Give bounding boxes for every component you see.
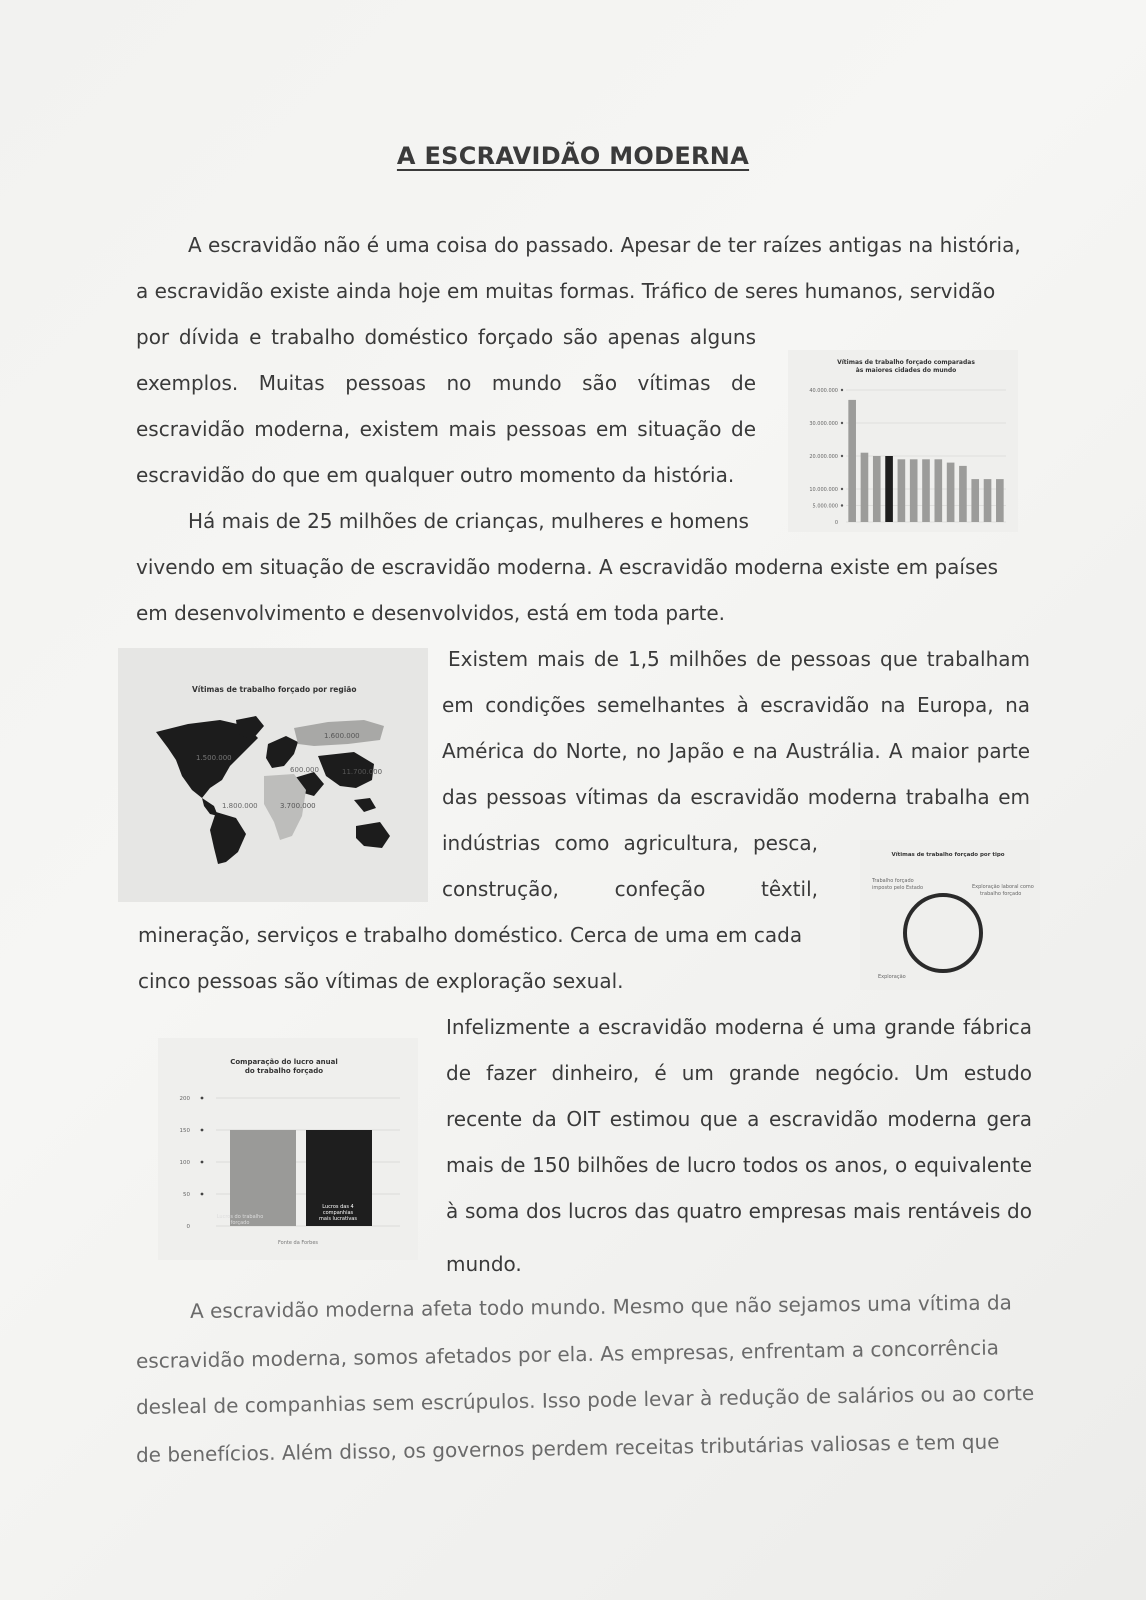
chart-bar — [898, 459, 906, 522]
map-label: 1.800.000 — [222, 802, 258, 810]
bar-label: Lucros do trabalho — [216, 1214, 264, 1220]
text-line: mais de 150 bilhões de lucro todos os anos, o equivalente — [446, 1153, 1032, 1177]
cities-comparison-chart — [788, 350, 1018, 532]
text-line: A escravidão moderna afeta todo mundo. Mesmo que não sejamos uma vítima da — [189, 1290, 1012, 1323]
text-line: a escravidão existe ainda hoje em muitas formas. Tráfico de seres humanos, servidão — [136, 279, 996, 303]
chart-bar — [230, 1130, 296, 1226]
chart-bar — [959, 466, 967, 522]
chart-bar — [910, 459, 918, 522]
tick-dot — [841, 389, 843, 391]
tick-dot — [201, 1161, 204, 1164]
chart-bar — [848, 400, 856, 522]
bar-label: companhias — [322, 1210, 354, 1216]
chart-label: Trabalho forçado — [872, 878, 914, 884]
y-tick-label: 20.000.000 — [809, 454, 838, 460]
x-axis-label: Fonte da Forbes — [277, 1240, 319, 1246]
text-line: cinco pessoas são vítimas de exploração sexual. — [138, 969, 624, 993]
text-line: recente da OIT estimou que a escravidão moderna gera — [446, 1107, 1032, 1131]
tick-dot — [201, 1193, 204, 1196]
tick-dot — [201, 1097, 204, 1100]
text-line: à soma dos lucros das quatro empresas mais rentáveis do — [446, 1199, 1032, 1223]
tick-dot — [841, 455, 843, 457]
bar-label: Lucros das 4 — [322, 1204, 354, 1210]
chart-title: Comparação do lucro anual — [230, 1058, 338, 1066]
chart-label: imposto pelo Estado — [872, 885, 924, 891]
map-label: 1.500.000 — [196, 754, 232, 762]
y-tick-label: 50 — [183, 1192, 190, 1198]
y-tick-label: 0 — [834, 520, 838, 526]
text-line: A escravidão não é uma coisa do passado. Apesar de ter raízes antigas na história, — [188, 233, 1021, 257]
text-line: Infelizmente a escravidão moderna é uma grande fábrica — [446, 1015, 1032, 1039]
profit-comparison-chart — [158, 1038, 418, 1260]
chart-bar — [922, 459, 930, 522]
chart-background — [860, 840, 1040, 990]
y-tick-label: 40.000.000 — [809, 388, 838, 394]
text-line: de benefícios. Além disso, os governos perdem receitas tributárias valiosas e tem que — [135, 1429, 1000, 1467]
text-line: indústrias como agricultura, pesca, — [442, 831, 818, 855]
y-tick-label: 5.000.000 — [812, 503, 838, 510]
text-line: mineração, serviços e trabalho doméstico. Cerca de uma em cada — [138, 923, 803, 947]
chart-bar — [934, 459, 942, 522]
y-tick-label: 200 — [179, 1096, 190, 1102]
text-line: de fazer dinheiro, é um grande negócio. Um estudo — [446, 1061, 1032, 1085]
chart-bar — [947, 463, 955, 522]
text-line: em desenvolvimento e desenvolvidos, está em toda parte. — [136, 601, 726, 625]
chart-bar — [971, 479, 979, 522]
map-label: 11.700.000 — [342, 768, 383, 776]
chart-bar — [984, 479, 992, 522]
map-label: 600.000 — [290, 766, 319, 774]
y-tick-label: 100 — [179, 1160, 190, 1166]
tick-dot — [841, 422, 843, 424]
chart-bar — [873, 456, 881, 522]
text-line: vivendo em situação de escravidão moderna. A escravidão moderna existe em países — [136, 555, 999, 579]
text-line: Há mais de 25 milhões de crianças, mulheres e homens — [188, 509, 749, 533]
document-title: A ESCRAVIDÃO MODERNA — [396, 142, 750, 170]
chart-title: às maiores cidades do mundo — [855, 367, 957, 374]
map-label: 3.700.000 — [280, 802, 316, 810]
text-line: escravidão do que em qualquer outro momento da história. — [136, 463, 735, 487]
text-line: América do Norte, no Japão e na Austrália. A maior parte — [442, 739, 1030, 763]
text-line: mundo. — [446, 1252, 522, 1276]
text-line: escravidão moderna, somos afetados por ela. As empresas, enfrentam a concorrência — [135, 1335, 1000, 1373]
chart-label: trabalho forçado — [980, 891, 1022, 897]
chart-label: Exploração — [878, 974, 906, 980]
tick-dot — [841, 504, 843, 506]
text-line: desleal de companhias sem escrúpulos. Isso pode levar à redução de salários ou ao corte — [135, 1380, 1035, 1419]
tick-dot — [201, 1129, 204, 1132]
chart-title: Vítimas de trabalho forçado comparadas — [837, 359, 975, 366]
text-line: por dívida e trabalho doméstico forçado são apenas alguns — [136, 325, 756, 349]
bar-label: mais lucrativas — [319, 1216, 357, 1222]
text-line: em condições semelhantes à escravidão na Europa, na — [442, 693, 1030, 717]
text-line: escravidão moderna, existem mais pessoas em situação de — [136, 417, 756, 441]
bar-label: forçado — [230, 1220, 250, 1226]
text-line: das pessoas vítimas da escravidão moderna trabalha em — [442, 785, 1030, 809]
text-line: construção, confeção têxtil, — [442, 877, 818, 901]
type-donut-figure — [860, 840, 1040, 990]
chart-title: Vítimas de trabalho forçado por tipo — [891, 852, 1005, 858]
map-label: 1.600.000 — [324, 732, 360, 740]
chart-bar — [996, 479, 1004, 522]
chart-label: Exploração laboral como — [972, 884, 1034, 890]
chart-bar — [885, 456, 893, 522]
y-tick-label: 150 — [179, 1128, 190, 1134]
region-map-figure — [118, 648, 428, 902]
y-tick-label: 0 — [186, 1224, 190, 1230]
chart-bar — [861, 453, 869, 522]
map-title: Vítimas de trabalho forçado por região — [192, 685, 357, 694]
chart-title: do trabalho forçado — [244, 1067, 324, 1075]
y-tick-label: 10.000.000 — [809, 487, 838, 493]
y-tick-label: 30.000.000 — [809, 421, 838, 427]
tick-dot — [841, 488, 843, 490]
text-line: exemplos. Muitas pessoas no mundo são vítimas de — [136, 371, 756, 395]
text-line: Existem mais de 1,5 milhões de pessoas que trabalham — [448, 647, 1030, 671]
